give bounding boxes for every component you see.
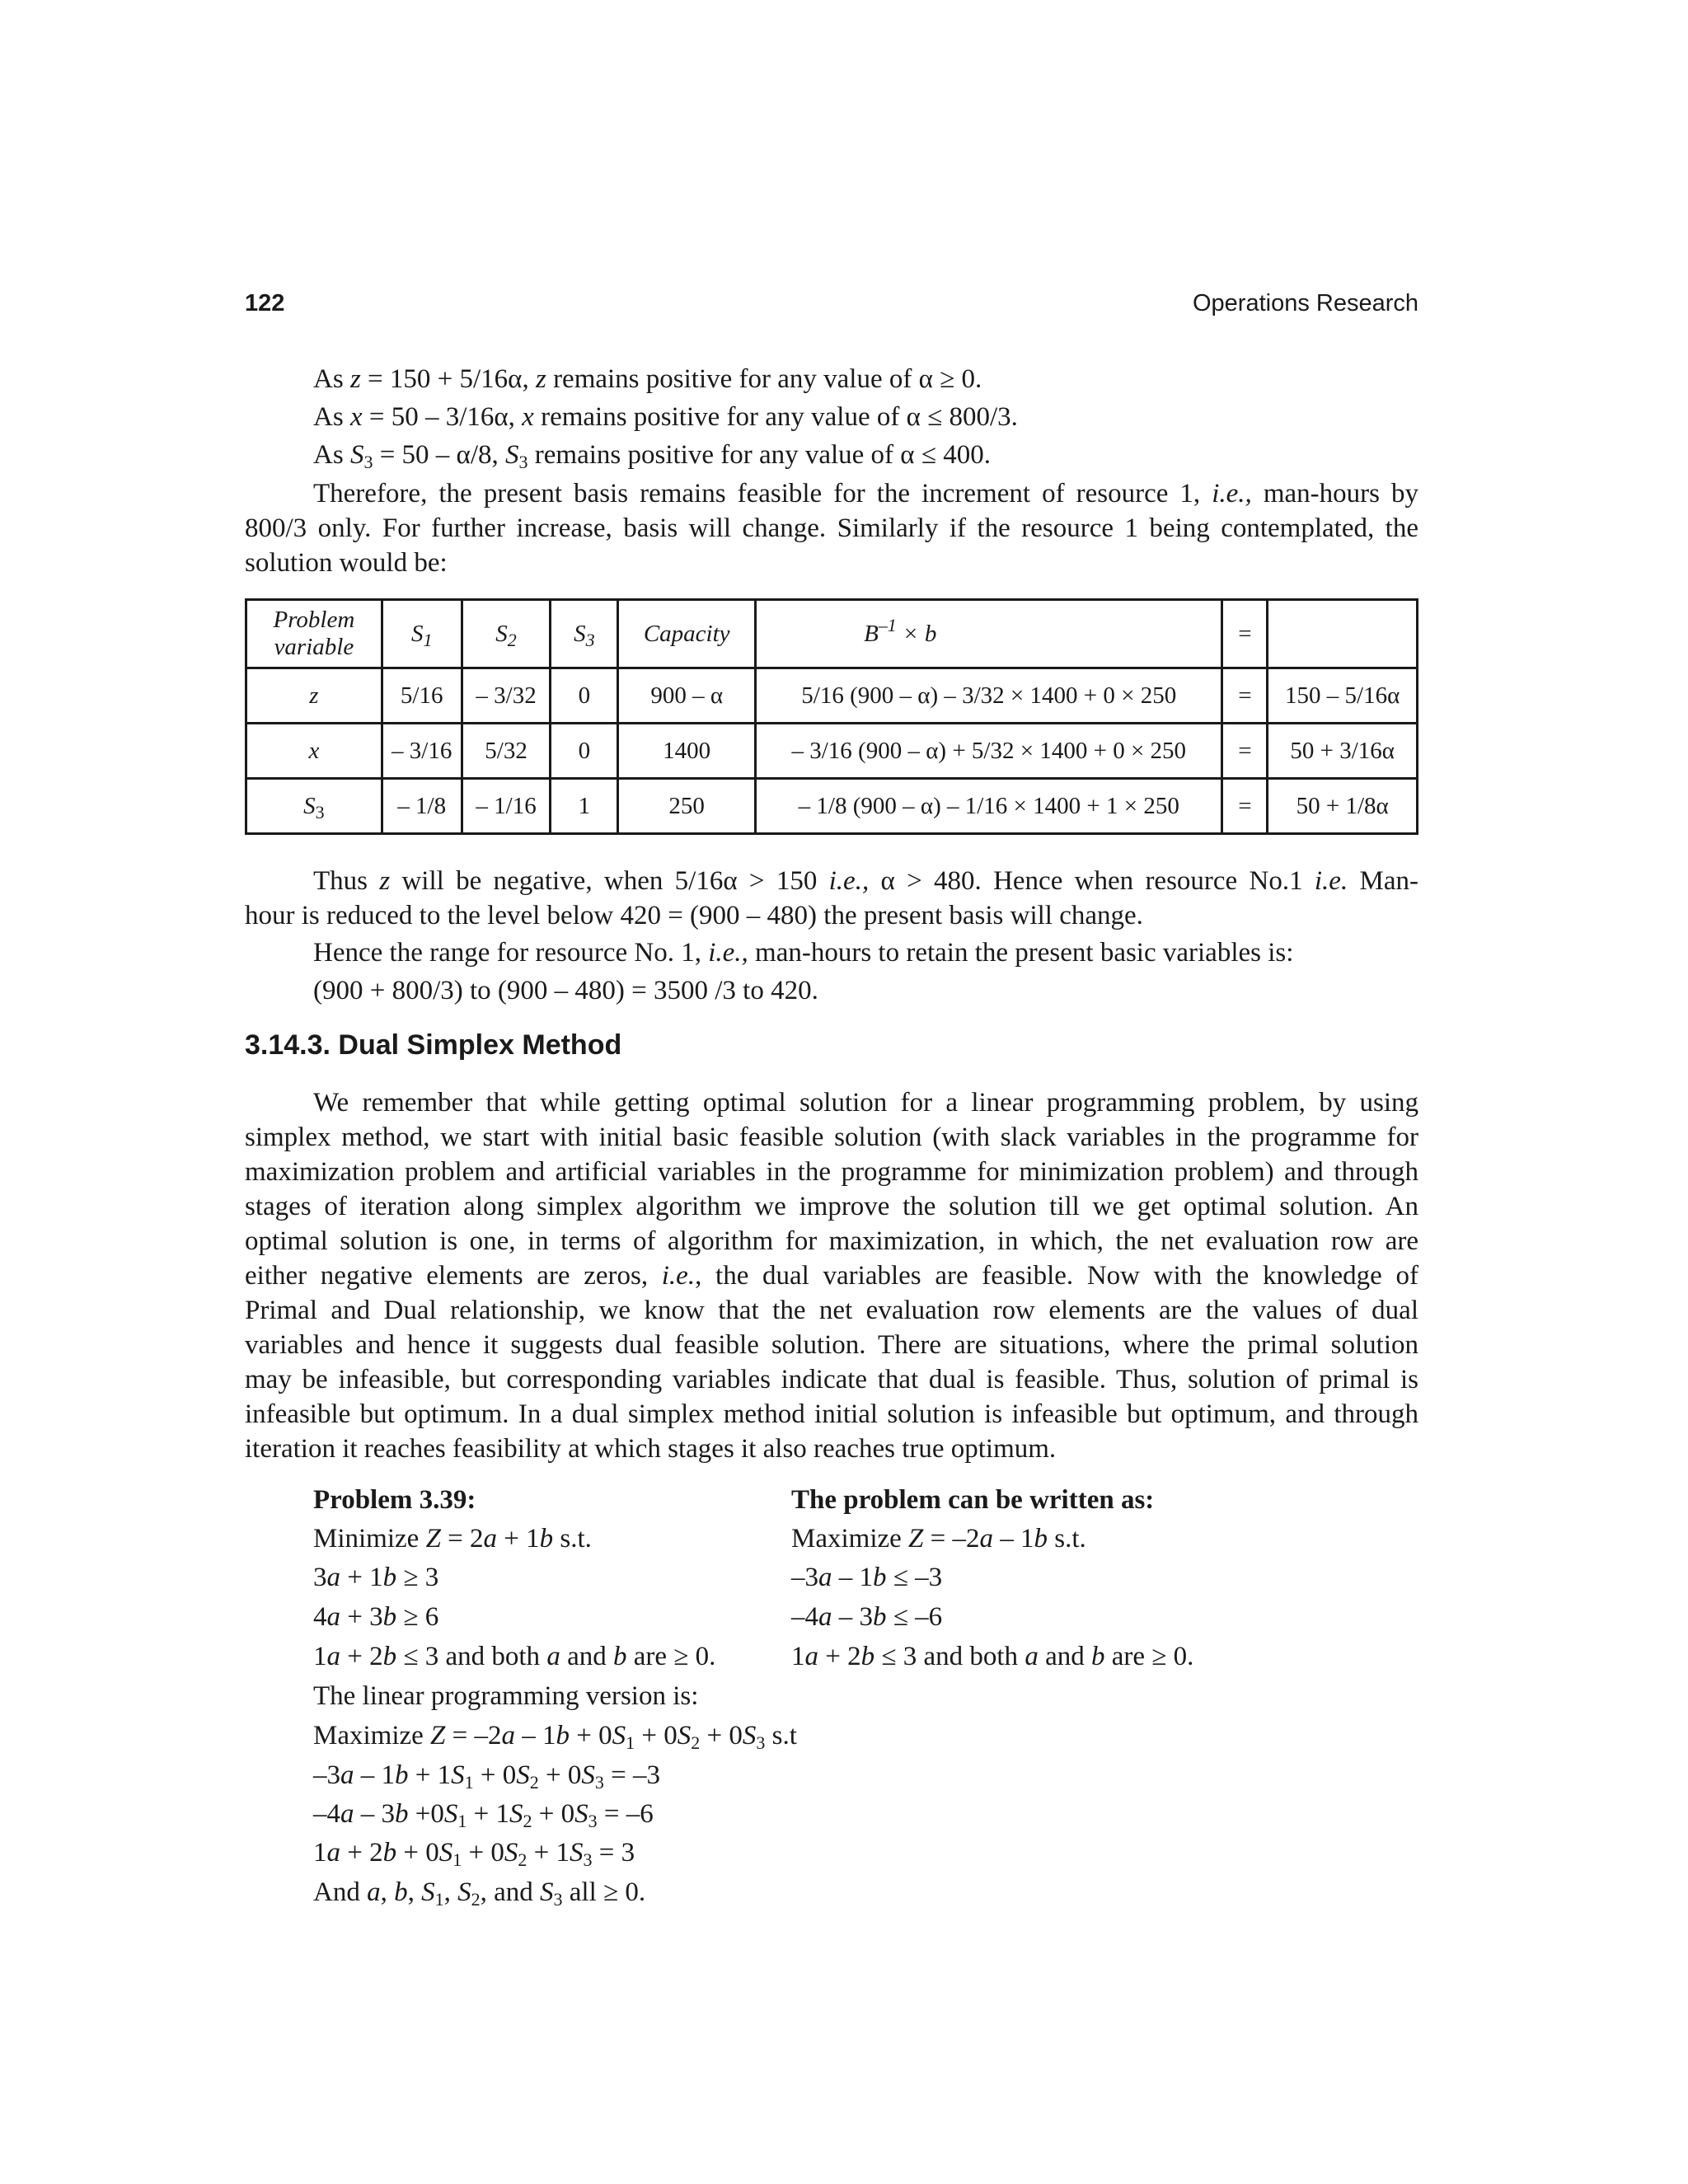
constraint-3-left: 1a + 2b ≤ 3 and both a and b are ≥ 0. [313, 1642, 716, 1671]
row-variable: x [246, 724, 382, 779]
lp-objective: Maximize $Z = -2a - 1b + 0S_1 + 0S_2 + 0S_3$ s.t [313, 1721, 797, 1753]
header-s3: $S_3$ [551, 600, 618, 668]
intro-line-1: As z = 150 + 5/16α, z remains positive for any value of α ≥ 0. [313, 364, 982, 394]
constraint-2-left: 4a + 3b ≥ 6 [313, 1602, 439, 1632]
cell-s1: 5/16 [382, 668, 462, 724]
lp-equation-3: $1a + 2b + 0S_1 + 0S_2 + 1S_3 = 3$ [313, 1838, 635, 1870]
running-title: Operations Research [1192, 290, 1418, 316]
header-equals: = [1222, 600, 1268, 668]
cell-result: 50 + 1/8α [1268, 779, 1418, 834]
table-header-row [246, 600, 1418, 668]
cell-s3: 0 [551, 668, 618, 724]
cell-s2: – 3/32 [462, 668, 551, 724]
cell-s2: 5/32 [462, 724, 551, 779]
row-variable: $S_3$ [246, 779, 382, 834]
cell-result: 50 + 3/16α [1268, 724, 1418, 779]
lp-version-label: The linear programming version is: [313, 1681, 699, 1711]
intro-line-3: As $S_3 = 50 - \alpha/8$, $S_3$ remains positive for any value of α ≤ 400. [313, 440, 991, 472]
table-row [246, 779, 1418, 834]
paragraph-feasibility: Therefore, the present basis remains feasible for the increment of resource 1, i.e., man-hours by 800/3 only. For further increase, basis will change. Similarly if the resource 1 being contemplated, the solution would be: [245, 479, 1418, 578]
page-header [245, 290, 1418, 323]
row-variable: z [246, 668, 382, 724]
cell-expression: 5/16 (900 – α) – 3/32 × 1400 + 0 × 250 [756, 668, 1222, 724]
sensitivity-table [245, 598, 1418, 835]
cell-equals: = [1222, 668, 1268, 724]
lp-equation-2: $-4a - 3b +0S_1 + 1S_2 + 0S_3 = -6$ [313, 1799, 654, 1831]
header-result [1268, 600, 1418, 668]
cell-s1: – 3/16 [382, 724, 462, 779]
cell-expression: – 3/16 (900 – α) + 5/32 × 1400 + 0 × 250 [756, 724, 1222, 779]
header-s2: $S_2$ [462, 600, 551, 668]
page-number: 122 [245, 290, 285, 316]
non-negativity: And a, b, $S_1$, $S_2$, and $S_3$ all ≥ 0. [313, 1877, 646, 1910]
cell-result: 150 – 5/16α [1268, 668, 1418, 724]
range-line: Hence the range for resource No. 1, i.e., man-hours to retain the present basic variables is: [313, 938, 1294, 968]
intro-line-2: As x = 50 – 3/16α, x remains positive for any value of α ≤ 800/3. [313, 402, 1018, 432]
paragraph-negative-z: Thus z will be negative, when 5/16α > 150 i.e., α > 480. Hence when resource No.1 i.e. Man- hour is reduced to the level below 420 = (900 – 480) the present basis will change. [245, 866, 1419, 930]
table-row [246, 668, 1418, 724]
rewrite-title: The problem can be written as: [791, 1485, 1155, 1515]
constraint-1-right: –3a – 1b ≤ –3 [791, 1563, 943, 1592]
constraint-2-right: –4a – 3b ≤ –6 [791, 1602, 943, 1632]
minimize-objective: Minimize Z = 2a + 1b s.t. [313, 1524, 592, 1554]
header-problem-variable: Problem variable [246, 600, 382, 668]
table-row [246, 724, 1418, 779]
constraint-1-left: 3a + 1b ≥ 3 [313, 1563, 439, 1592]
maximize-objective: Maximize Z = –2a – 1b s.t. [791, 1524, 1086, 1554]
header-binv-b: $B^{-1} \times b$ [756, 600, 1222, 668]
cell-s3: 1 [551, 779, 618, 834]
cell-s3: 0 [551, 724, 618, 779]
problem-title: Problem 3.39: [313, 1485, 476, 1515]
cell-expression: – 1/8 (900 – α) – 1/16 × 1400 + 1 × 250 [756, 779, 1222, 834]
cell-equals: = [1222, 779, 1268, 834]
constraint-3-right: 1a + 2b ≤ 3 and both a and b are ≥ 0. [791, 1642, 1194, 1671]
cell-s1: – 1/8 [382, 779, 462, 834]
header-capacity: Capacity [618, 600, 756, 668]
cell-capacity: 900 – α [618, 668, 756, 724]
cell-capacity: 1400 [618, 724, 756, 779]
header-s1: $S_1$ [382, 600, 462, 668]
range-values: (900 + 800/3) to (900 – 480) = 3500 /3 to 420. [313, 976, 818, 1005]
cell-capacity: 250 [618, 779, 756, 834]
cell-equals: = [1222, 724, 1268, 779]
cell-s2: – 1/16 [462, 779, 551, 834]
lp-equation-1: $-3a - 1b + 1S_1 + 0S_2 + 0S_3 = -3$ [313, 1760, 660, 1793]
section-heading: 3.14.3. Dual Simplex Method [245, 1029, 622, 1061]
paragraph-dual-simplex: We remember that while getting optimal solution for a linear programming problem, by using simplex method, we start with initial basic feasible solution (with slack variables in the programme for maximization problem and artificial variables in the programme for minimization problem) and through stages of iteration along simplex algorithm we improve the solution till we get optimal solution. An optimal solution is one, in terms of algorithm for maximization, in which, the net evaluation row are either negative elements are zeros, i.e., the dual variables are feasible. Now with the knowledge of Primal and Dual relationship, we know that the net evaluation row elements are the values of dual variables and hence it suggests dual feasible solution. There are situations, where the primal solution may be infeasible, but corresponding variables indicate that dual is feasible. Thus, solution of primal is infeasible but optimum. In a dual simplex method initial solution is infeasible but optimum, and through iteration it reaches feasibility at which stages it also reaches true optimum. [245, 1088, 1418, 1464]
